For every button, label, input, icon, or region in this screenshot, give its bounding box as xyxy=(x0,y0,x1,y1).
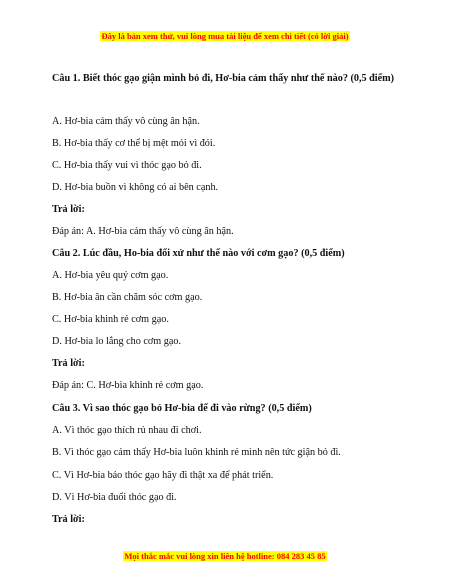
question-3-option-c: C. Vì Hơ-bia bảo thóc gạo hãy đi thật xa để phát triển. xyxy=(52,470,274,481)
question-2-option-c: C. Hơ-bia khinh rẻ cơm gạo. xyxy=(52,314,169,325)
question-1-answer-label: Trả lời: xyxy=(52,204,85,215)
hotline-notice-text: Mọi thắc mắc vui lòng xin liên hệ hotline: 084 283 45 85 xyxy=(124,551,326,561)
question-3-answer-label: Trả lời: xyxy=(52,514,85,525)
preview-notice xyxy=(0,26,450,44)
question-1-title: Câu 1. Biết thóc gạo giận mình bỏ đi, Hơ-bia cảm thấy như thế nào? (0,5 điểm) xyxy=(52,73,395,84)
preview-notice-text: Đây là bản xem thử, vui lòng mua tài liệu để xem chi tiết (có lời giải) xyxy=(101,31,349,41)
question-3-option-b: B. Vì thóc gạo cảm thấy Hơ-bia luôn khinh rẻ mình nên tức giận bỏ đi. xyxy=(52,447,341,458)
hotline-notice xyxy=(0,546,450,564)
question-2-answer: Đáp án: C. Hơ-bia khinh rẻ cơm gạo. xyxy=(52,380,204,391)
question-3-option-d: D. Vì Hơ-bia đuổi thóc gạo đi. xyxy=(52,492,177,503)
question-2-answer-label: Trả lời: xyxy=(52,358,85,369)
question-3-option-a: A. Vì thóc gạo thích rủ nhau đi chơi. xyxy=(52,425,202,436)
question-1-option-c: C. Hơ-bia thấy vui vì thóc gạo bỏ đi. xyxy=(52,160,202,171)
question-2-title: Câu 2. Lúc đầu, Ho-bia đối xử như thế nào với cơm gạo? (0,5 điểm) xyxy=(52,248,345,259)
question-1-option-b: B. Hơ-bia thấy cơ thể bị mệt mỏi vì đói. xyxy=(52,138,216,149)
question-2-option-d: D. Hơ-bia lo lắng cho cơm gạo. xyxy=(52,336,182,347)
question-1-answer: Đáp án: A. Hơ-bia cảm thấy vô cùng ân hận. xyxy=(52,226,234,237)
question-1-option-a: A. Hơ-bia cảm thấy vô cùng ân hận. xyxy=(52,116,200,127)
question-1-option-d: D. Hơ-bia buồn vì không có ai bên cạnh. xyxy=(52,182,219,193)
question-2-option-b: B. Hơ-bia ân cần chăm sóc cơm gạo. xyxy=(52,292,203,303)
question-3-title: Câu 3. Vì sao thóc gạo bỏ Hơ-bia để đi vào rừng? (0,5 điểm) xyxy=(52,403,312,414)
question-2-option-a: A. Hơ-bia yêu quý cơm gạo. xyxy=(52,270,169,281)
